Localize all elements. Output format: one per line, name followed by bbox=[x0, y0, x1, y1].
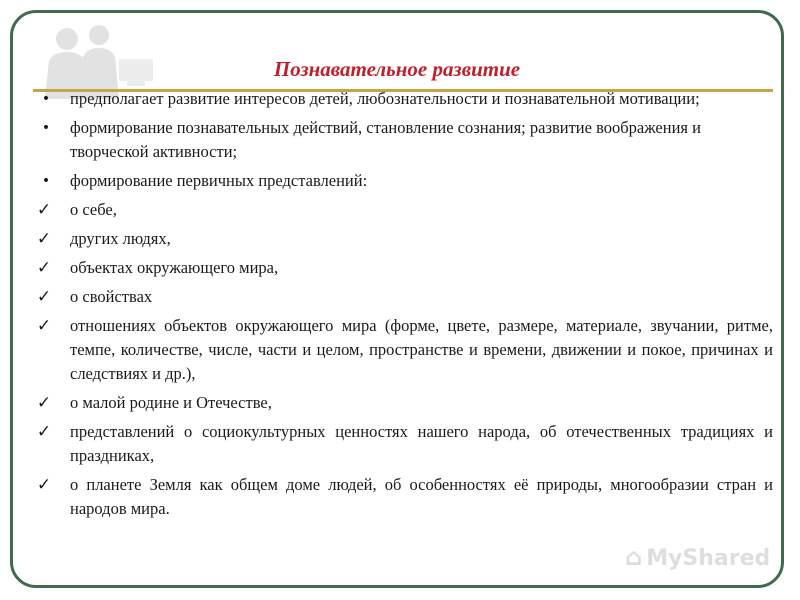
checkmark-icon: ✓ bbox=[36, 393, 52, 413]
list-item bbox=[31, 227, 773, 251]
list-item bbox=[31, 116, 773, 164]
list-item bbox=[31, 256, 773, 280]
checkmark-icon: ✓ bbox=[36, 475, 52, 495]
checkmark-icon: ✓ bbox=[36, 422, 52, 442]
list-item bbox=[31, 391, 773, 415]
list-item-text: представлений о социокультурных ценностях нашего народа, об отечественных традициях и праздниках, bbox=[70, 422, 773, 465]
watermark-text: MyShared bbox=[646, 546, 771, 571]
bullet-icon: • bbox=[41, 120, 51, 136]
list-item bbox=[31, 87, 773, 111]
list-item bbox=[31, 314, 773, 386]
list-item bbox=[31, 420, 773, 468]
list-item bbox=[31, 198, 773, 222]
checkmark-icon: ✓ bbox=[36, 287, 52, 307]
list-item-text: предполагает развитие интересов детей, любознательности и познавательной мотивации; bbox=[70, 89, 700, 108]
checkmark-icon: ✓ bbox=[36, 258, 52, 278]
bullet-icon: • bbox=[41, 91, 51, 107]
list-item-text: о планете Земля как общем доме людей, об особенностях её природы, многообразии стран и народов мира. bbox=[70, 475, 773, 518]
list-item bbox=[31, 169, 773, 193]
list-item-text: формирование первичных представлений: bbox=[70, 171, 368, 190]
slide-frame bbox=[10, 10, 784, 588]
content-list bbox=[31, 87, 773, 526]
list-item bbox=[31, 285, 773, 309]
list-item-text: других людях, bbox=[70, 229, 171, 248]
house-icon: ⌂ bbox=[625, 543, 643, 571]
checkmark-icon: ✓ bbox=[36, 200, 52, 220]
list-item bbox=[31, 473, 773, 521]
checkmark-icon: ✓ bbox=[36, 229, 52, 249]
slide-title: Познавательное развитие bbox=[273, 57, 521, 81]
watermark bbox=[625, 543, 784, 585]
list-item-text: объектах окружающего мира, bbox=[70, 258, 279, 277]
list-item-text: отношениях объектов окружающего мира (форме, цвете, размере, материале, звучании, ритме, темпе, количестве, числе, части и целом, пространстве и времени, движении и покое, причинах и следствиях и др.), bbox=[70, 316, 773, 383]
list-item-text: формирование познавательных действий, становление сознания; развитие воображения и творческой активности; bbox=[70, 118, 701, 161]
list-item-text: о свойствах bbox=[70, 287, 153, 306]
list-item-text: о малой родине и Отечестве, bbox=[70, 393, 272, 412]
checkmark-icon: ✓ bbox=[36, 316, 52, 336]
list-item-text: о себе, bbox=[70, 200, 117, 219]
bullet-icon: • bbox=[41, 173, 51, 189]
